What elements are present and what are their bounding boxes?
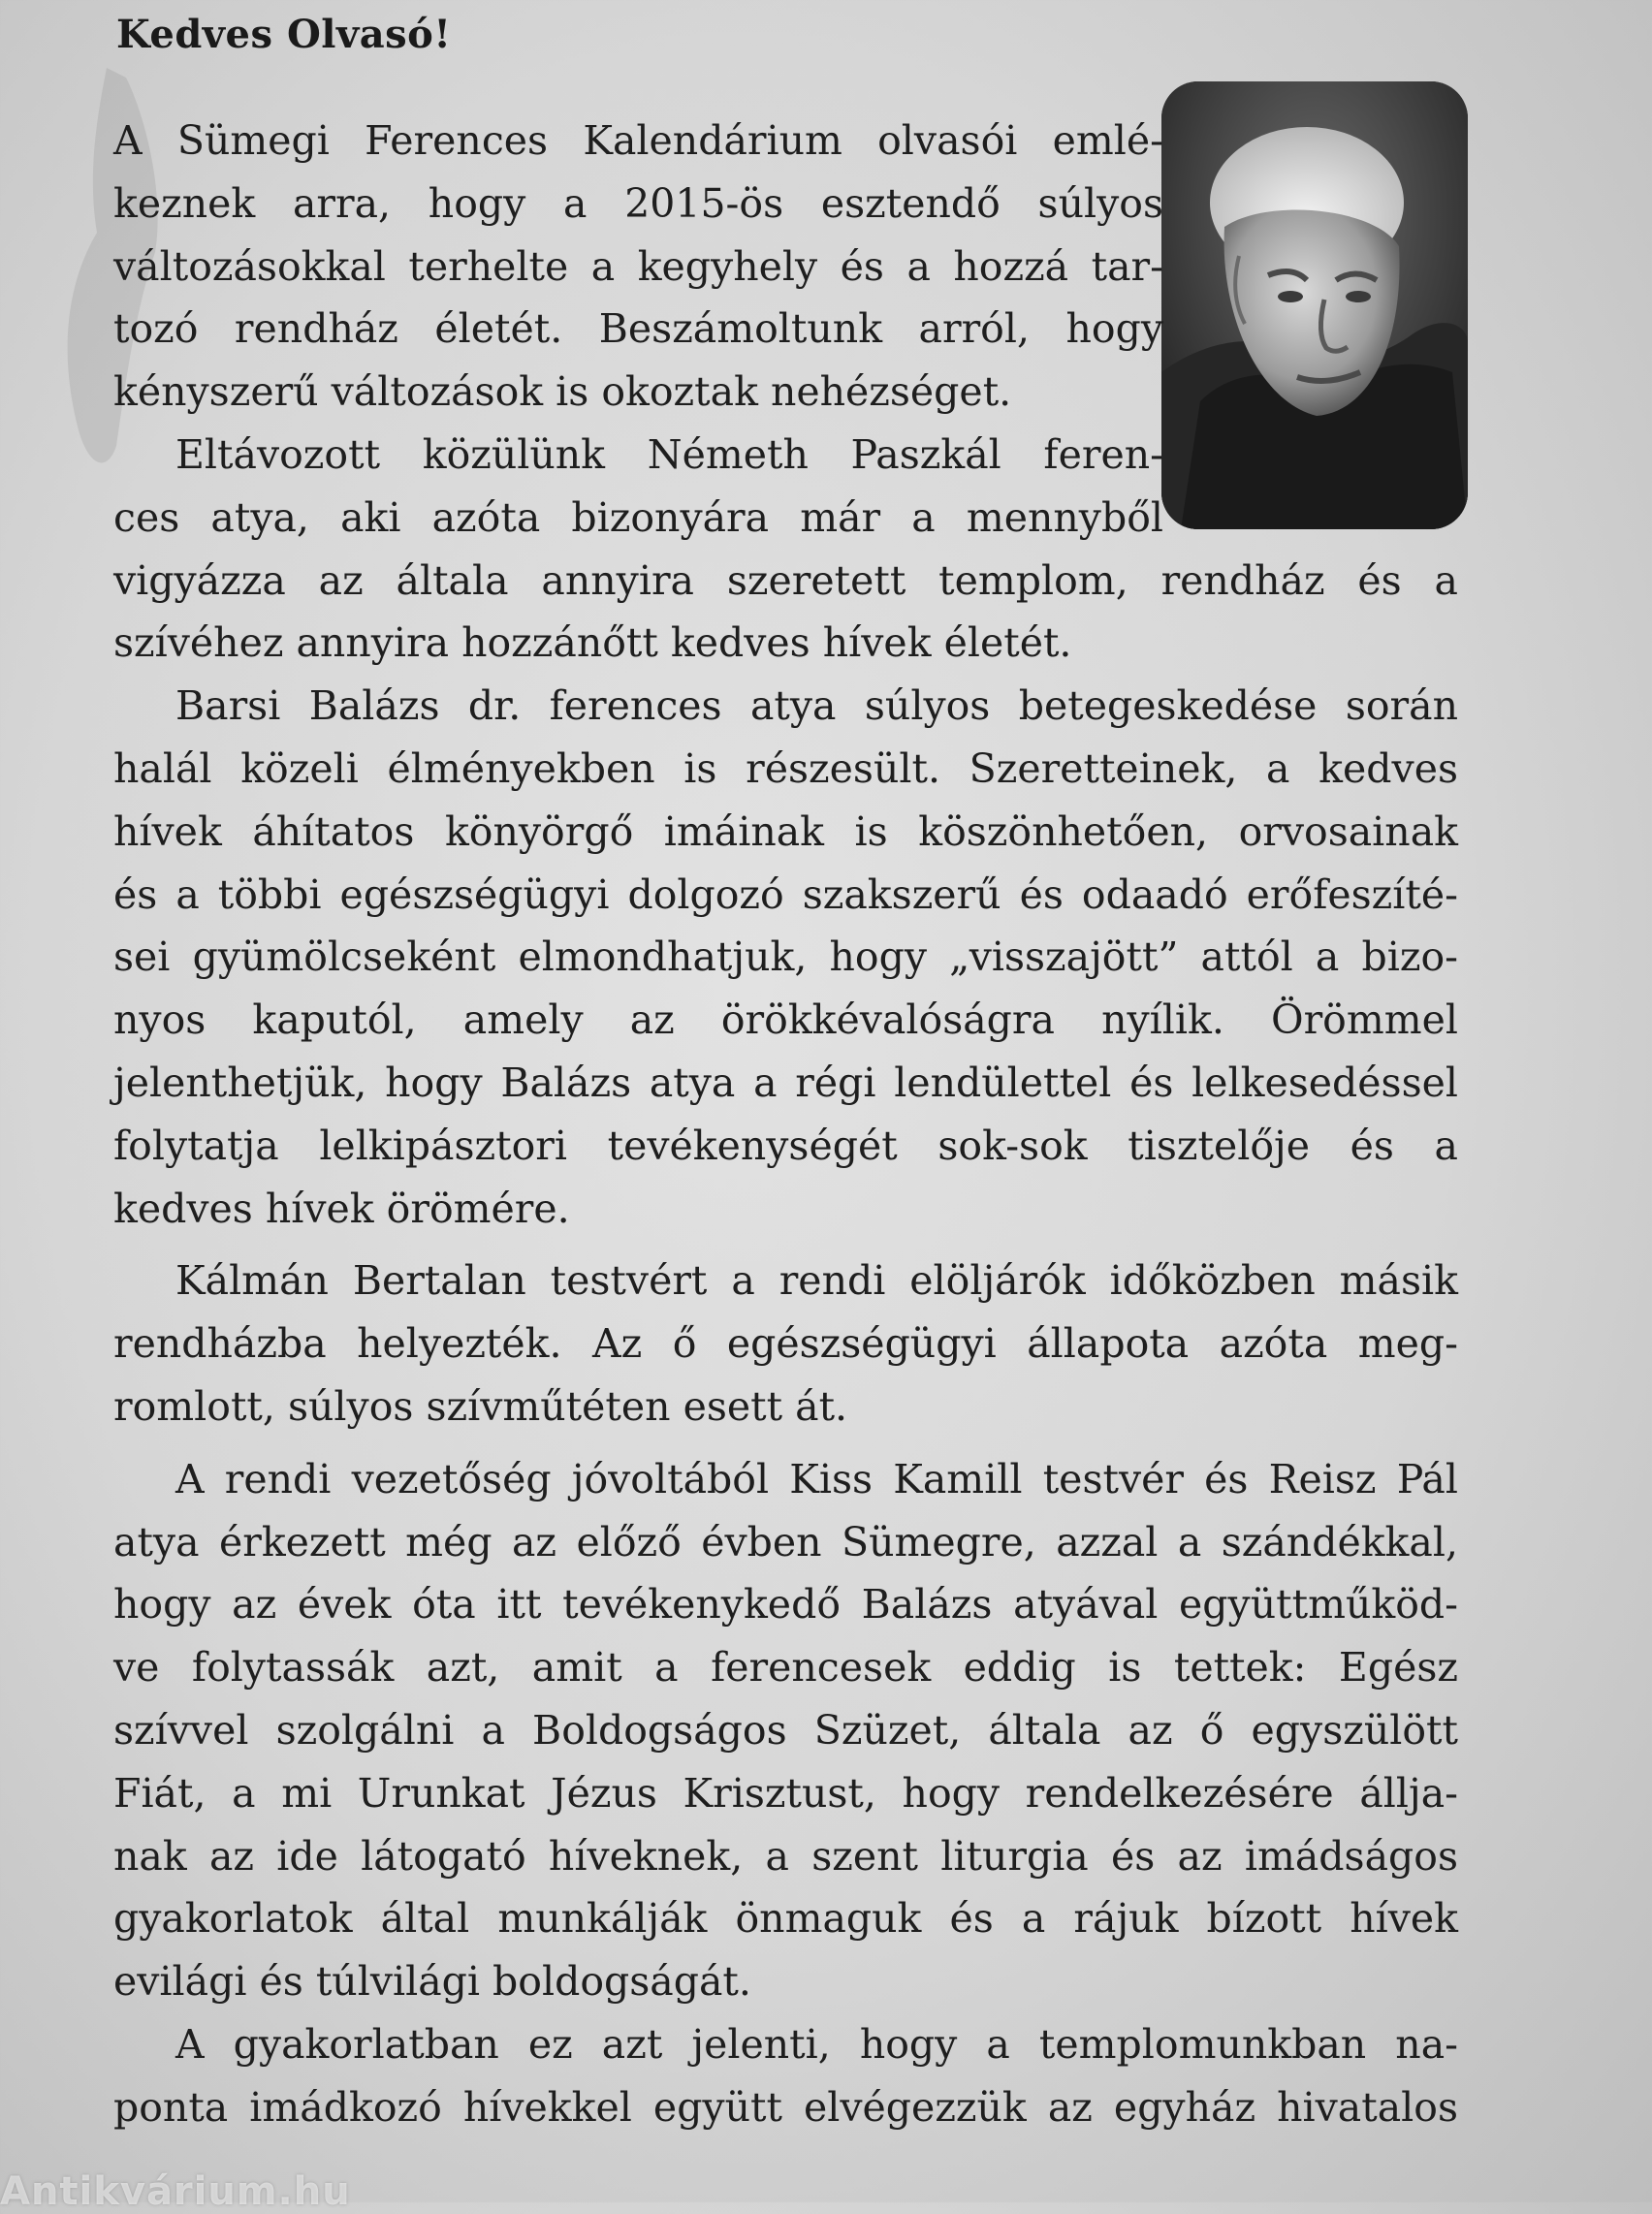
text-line: Kálmán Bertalan testvért a rendi elöljárók időközben másik (175, 1257, 1458, 1305)
text-line: tozó rendház életét. Beszámoltunk arról, hogy (113, 305, 1163, 353)
text-line: A Sümegi Ferences Kalendárium olvasói emlé- (113, 117, 1163, 164)
greeting-heading: Kedves Olvasó! (116, 12, 452, 57)
text-line: gyakorlatok által munkálják önmaguk és a rájuk bízott hívek (113, 1895, 1458, 1943)
text-line: A gyakorlatban ez azt jelenti, hogy a templomunkban na- (175, 2020, 1458, 2068)
text-line: atya érkezett még az előző évben Sümegre, azzal a szándékkal, (113, 1518, 1458, 1566)
text-line: rendházba helyezték. Az ő egészségügyi állapota azóta meg- (113, 1320, 1458, 1368)
text-line: ces atya, aki azóta bizonyára már a mennyből (113, 493, 1163, 541)
text-line: A rendi vezetőség jóvoltából Kiss Kamill testvér és Reisz Pál (175, 1455, 1458, 1502)
paragraph (113, 1448, 1458, 2013)
text-line: kényszerű változások is okoztak nehézséget. (113, 368, 1012, 416)
text-line: kedves hívek örömére. (113, 1185, 570, 1232)
text-line: romlott, súlyos szívműtéten esett át. (113, 1382, 848, 1430)
letter-body (113, 110, 1458, 2139)
text-line: Barsi Balázs dr. ferences atya súlyos betegeskedése során (175, 682, 1458, 730)
text-line: keznek arra, hogy a 2015-ös esztendő súlyos (113, 179, 1163, 227)
text-line: szívéhez annyira hozzánőtt kedves hívek életét. (113, 619, 1072, 667)
text-line: ponta imádkozó hívekkel együtt elvégezzük az egyház hivatalos (113, 2083, 1458, 2131)
text-line: vigyázza az általa annyira szeretett templom, rendház és a (113, 556, 1458, 604)
text-line: Eltávozott közülünk Németh Paszkál feren- (175, 430, 1163, 478)
watermark-text: Antikvárium.hu (0, 2169, 351, 2214)
paragraph (113, 675, 1458, 1240)
text-line: nak az ide látogató híveknek, a szent liturgia és az imádságos (113, 1832, 1458, 1880)
text-line: és a többi egészségügyi dolgozó szakszerű és odaadó erőfeszíté- (113, 870, 1458, 918)
text-line: hogy az évek óta itt tevékenykedő Balázs atyával együttműköd- (113, 1581, 1458, 1629)
paragraph (113, 424, 1458, 675)
paragraph (113, 1249, 1458, 1438)
text-line: ve folytassák azt, amit a ferencesek eddig is tettek: Egész (113, 1644, 1458, 1692)
text-line: változásokkal terhelte a kegyhely és a hozzá tar- (113, 242, 1163, 290)
text-line: Fiát, a mi Urunkat Jézus Krisztust, hogy rendelkezésére állja- (113, 1769, 1458, 1817)
paragraph (113, 2013, 1458, 2139)
text-line: sei gyümölcseként elmondhatjuk, hogy „visszajött” attól a bizo- (113, 933, 1458, 981)
text-line: evilági és túlvilági boldogságát. (113, 1958, 751, 2006)
paragraph (113, 110, 1458, 424)
text-line: szívvel szolgálni a Boldogságos Szüzet, általa az ő egyszülött (113, 1706, 1458, 1754)
text-line: halál közeli élményekben is részesült. Szeretteinek, a kedves (113, 744, 1458, 792)
text-line: jelenthetjük, hogy Balázs atya a régi lendülettel és lelkesedéssel (113, 1059, 1458, 1106)
text-line: hívek áhítatos könyörgő imáinak is köszönhetően, orvosainak (113, 807, 1458, 855)
text-line: folytatja lelkipásztori tevékenységét sok-sok tisztelője és a (113, 1122, 1458, 1169)
text-line: nyos kaputól, amely az örökkévalóságra nyílik. Örömmel (113, 996, 1458, 1044)
